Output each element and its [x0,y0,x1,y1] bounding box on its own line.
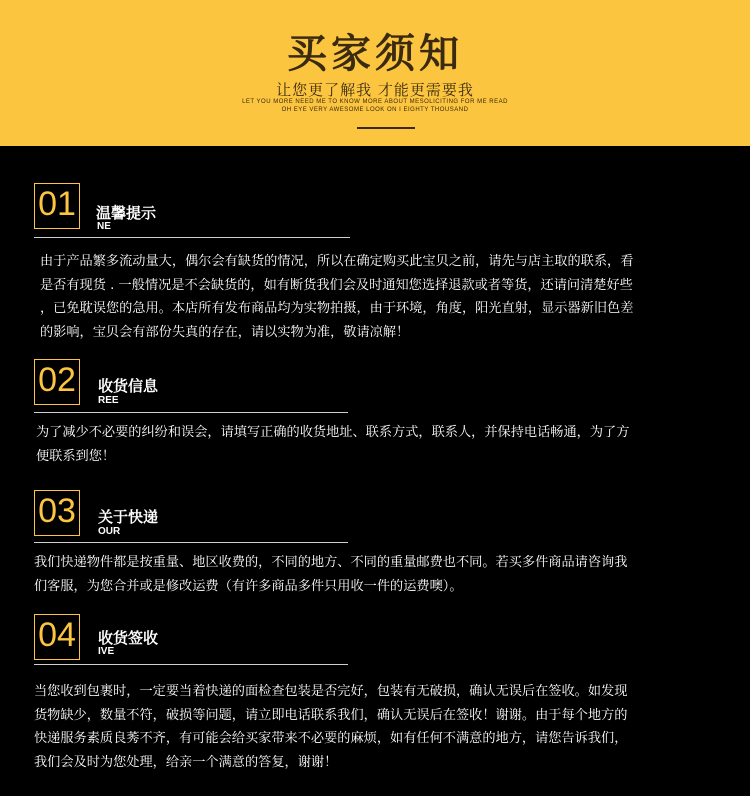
section-1-subtitle: NE [97,221,111,232]
header-banner [0,0,750,146]
section-2-line: 便联系到您！ [36,448,116,464]
section-1-line: ，已免耽误您的急用。本店所有发布商品均为实物拍摄，由于环境，角度，阳光直射，显示器新旧色差 [40,301,634,316]
section-4-divider [34,664,348,665]
section-1-title: 温馨提示 [96,204,157,222]
section-3-divider [34,542,348,543]
section-1-divider [34,237,350,238]
section-1-line: 的影响，宝贝会有部份失真的存在，请以实物为准，敬请凉解！ [40,324,410,340]
page-title: 买家须知 [287,31,463,77]
section-3-subtitle: OUR [98,526,121,537]
section-3-title: 关于快递 [98,508,159,526]
section-4-line: 货物缺少，数量不符，破损等问题，请立即电话联系我们，确认无误后在签收！谢谢。由于每个地方的 [34,707,628,723]
section-2-divider [34,412,348,413]
section-4-line: 当您收到包裹时，一定要当着快递的面检查包装是否完好，包装有无破损，确认无误后在签收。如发现 [34,684,628,699]
header-divider [357,127,415,129]
section-3-body [34,551,730,598]
section-4-line: 我们会及时为您处理，给亲一个满意的答复，谢谢！ [34,754,338,770]
section-4-subtitle: IVE [98,646,115,657]
section-1-line: 由于产品繁多流动量大，偶尔会有缺货的情况，所以在确定购买此宝贝之前，请先与店主取的联系，看 [40,254,634,269]
section-3-line: 我们快递物件都是按重量、地区收费的，不同的地方、不同的重量邮费也不同。若买多件商品请咨询我 [34,555,628,570]
english-tagline-2: OH EYE VERY AWESOME LOOK ON I EIGHTY THOUSAND [281,107,469,113]
section-4-body [34,680,730,774]
section-2-line: 为了减少不必要的纠纷和误会，请填写正确的收货地址、联系方式，联系人，并保持电话畅通，为了方 [36,425,630,440]
section-2-subtitle: REE [98,395,119,406]
page-subtitle: 让您更了解我 才能更需要我 [276,81,474,99]
english-tagline-1: LET YOU MORE NEED ME TO KNOW MORE ABOUT MESOLICITING FOR ME READ [242,99,508,105]
section-3-line: 们客服，为您合并或是修改运费（有许多商品多件只用收一件的运费噢）。 [34,578,463,594]
section-1-number: 01 [34,183,80,229]
section-2-number: 02 [34,359,80,405]
section-4-title: 收货签收 [98,629,159,647]
section-4-number: 04 [34,614,80,660]
section-1-body [40,250,730,344]
section-2-title: 收货信息 [98,377,159,395]
section-2-body [36,421,730,468]
section-1-line: 是否有现货 . 一般情况是不会缺货的，如有断货我们会及时通知您选择退款或者等货，还请问清楚好些 [40,277,633,293]
section-4-line: 快递服务素质良莠不齐，有可能会给买家带来不必要的麻烦，如有任何不满意的地方，请您告诉我们， [34,731,628,746]
section-3-number: 03 [34,490,80,536]
